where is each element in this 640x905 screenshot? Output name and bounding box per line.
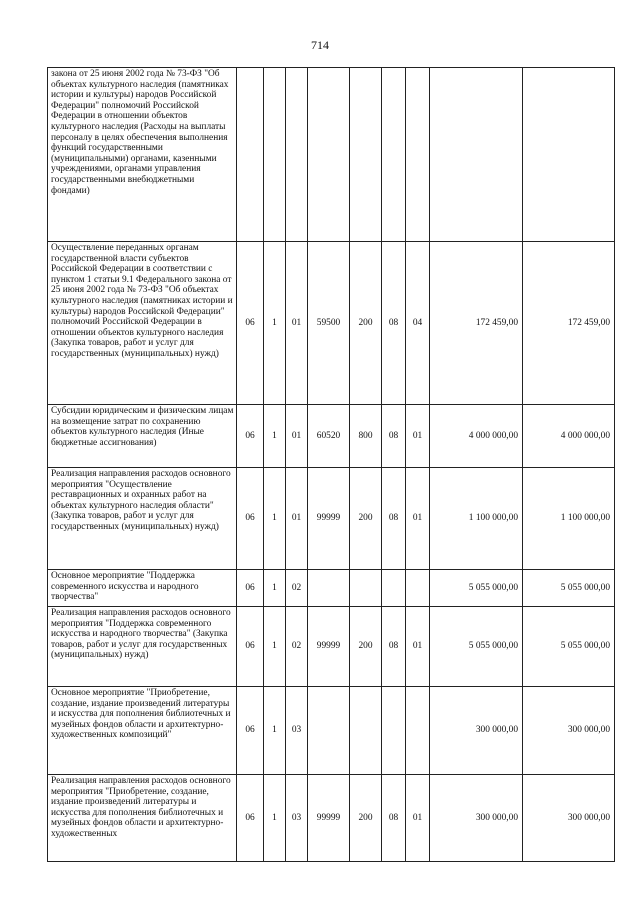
code-cell: 03 — [286, 775, 308, 862]
code-cell: 01 — [286, 405, 308, 468]
table-row — [48, 405, 615, 468]
table-row — [48, 242, 615, 405]
code-cell — [382, 68, 406, 242]
budget-table-body — [48, 68, 615, 862]
code-cell: 08 — [382, 468, 406, 570]
amount-cell: 1 100 000,00 — [430, 468, 523, 570]
row-description: Субсидии юридическим и физическим лицам на возмещение затрат по сохранению объектов культурного наследия (Иные бюджетные ассигнования) — [48, 405, 237, 468]
code-cell — [286, 68, 308, 242]
code-cell: 06 — [237, 468, 264, 570]
code-cell: 06 — [237, 570, 264, 607]
code-cell: 1 — [264, 405, 286, 468]
amount-cell — [430, 68, 523, 242]
row-description: Основное мероприятие "Поддержка современного искусства и народного творчества" — [48, 570, 237, 607]
code-cell: 99999 — [308, 607, 350, 687]
table-row — [48, 468, 615, 570]
row-description: Осуществление переданных органам государственной власти субъектов Российской Федерации в соответствии с пунктом 1 статьи 9.1 Федерального закона от 25 июня 2002 года № 73-ФЗ "Об объектах культурного наследия (памятниках истории и культуры) народов Российской Федерации" полномочий Российской Федерации в отношении объектов культурного наследия (Закупка товаров, работ и услуг для государственных (муниципальных) нужд) — [48, 242, 237, 405]
amount-cell — [523, 68, 615, 242]
amount-cell: 300 000,00 — [430, 775, 523, 862]
code-cell: 01 — [406, 468, 430, 570]
code-cell: 06 — [237, 687, 264, 775]
amount-cell: 1 100 000,00 — [523, 468, 615, 570]
code-cell: 01 — [406, 405, 430, 468]
code-cell: 200 — [350, 242, 382, 405]
amount-cell: 5 055 000,00 — [430, 607, 523, 687]
code-cell: 06 — [237, 607, 264, 687]
amount-cell: 5 055 000,00 — [523, 607, 615, 687]
amount-cell: 300 000,00 — [430, 687, 523, 775]
code-cell: 800 — [350, 405, 382, 468]
code-cell — [406, 570, 430, 607]
code-cell — [350, 68, 382, 242]
amount-cell: 172 459,00 — [523, 242, 615, 405]
code-cell: 1 — [264, 468, 286, 570]
code-cell — [264, 68, 286, 242]
code-cell: 01 — [286, 242, 308, 405]
code-cell: 08 — [382, 405, 406, 468]
page-number: 714 — [311, 38, 329, 52]
code-cell — [308, 570, 350, 607]
code-cell: 06 — [237, 405, 264, 468]
code-cell: 02 — [286, 570, 308, 607]
row-description: закона от 25 июня 2002 года № 73-ФЗ "Об объектах культурного наследия (памятниках истории и культуры) народов Российской Федерации" полномочий Российской Федерации в отношении объектов культурного наследия (Расходы на выплаты персоналу в целях обеспечения выполнения функций государственными (муниципальными) органами, казенными учреждениями, органами управления государственными внебюджетными фондами) — [48, 68, 237, 242]
code-cell — [308, 68, 350, 242]
code-cell: 59500 — [308, 242, 350, 405]
code-cell — [350, 687, 382, 775]
code-cell: 04 — [406, 242, 430, 405]
code-cell — [350, 570, 382, 607]
row-description: Реализация направления расходов основного мероприятия "Поддержка современного искусства и народного творчества" (Закупка товаров, работ и услуг для государственных (муниципальных) нужд) — [48, 607, 237, 687]
code-cell: 200 — [350, 775, 382, 862]
code-cell — [406, 687, 430, 775]
code-cell — [382, 570, 406, 607]
budget-table — [47, 67, 615, 862]
amount-cell: 4 000 000,00 — [523, 405, 615, 468]
row-description: Основное мероприятие "Приобретение, создание, издание произведений литературы и искусства для пополнения библиотечных и музейных фондов области и архитектурно-художественных композиций" — [48, 687, 237, 775]
table-row — [48, 607, 615, 687]
code-cell — [382, 687, 406, 775]
code-cell: 1 — [264, 242, 286, 405]
code-cell: 99999 — [308, 468, 350, 570]
amount-cell: 4 000 000,00 — [430, 405, 523, 468]
code-cell — [406, 68, 430, 242]
code-cell: 1 — [264, 607, 286, 687]
code-cell: 1 — [264, 570, 286, 607]
row-description: Реализация направления расходов основного мероприятия "Осуществление реставрационных и охранных работ на объектах культурного наследия области" (Закупка товаров, работ и услуг для государственных (муниципальных) нужд) — [48, 468, 237, 570]
code-cell: 01 — [286, 468, 308, 570]
code-cell: 60520 — [308, 405, 350, 468]
table-row — [48, 570, 615, 607]
amount-cell: 5 055 000,00 — [523, 570, 615, 607]
amount-cell: 172 459,00 — [430, 242, 523, 405]
code-cell — [237, 68, 264, 242]
table-row — [48, 68, 615, 242]
code-cell: 01 — [406, 607, 430, 687]
code-cell: 99999 — [308, 775, 350, 862]
code-cell: 06 — [237, 775, 264, 862]
code-cell: 02 — [286, 607, 308, 687]
code-cell — [308, 687, 350, 775]
table-row — [48, 775, 615, 862]
code-cell: 200 — [350, 607, 382, 687]
code-cell: 1 — [264, 775, 286, 862]
code-cell: 08 — [382, 775, 406, 862]
amount-cell: 5 055 000,00 — [430, 570, 523, 607]
code-cell: 1 — [264, 687, 286, 775]
code-cell: 06 — [237, 242, 264, 405]
amount-cell: 300 000,00 — [523, 775, 615, 862]
amount-cell: 300 000,00 — [523, 687, 615, 775]
code-cell: 08 — [382, 607, 406, 687]
row-description: Реализация направления расходов основного мероприятия "Приобретение, создание, издание произведений литературы и искусства для пополнения библиотечных и музейных фондов области и архитектурно-художественных — [48, 775, 237, 862]
code-cell: 03 — [286, 687, 308, 775]
code-cell: 08 — [382, 242, 406, 405]
code-cell: 200 — [350, 468, 382, 570]
code-cell: 01 — [406, 775, 430, 862]
table-row — [48, 687, 615, 775]
